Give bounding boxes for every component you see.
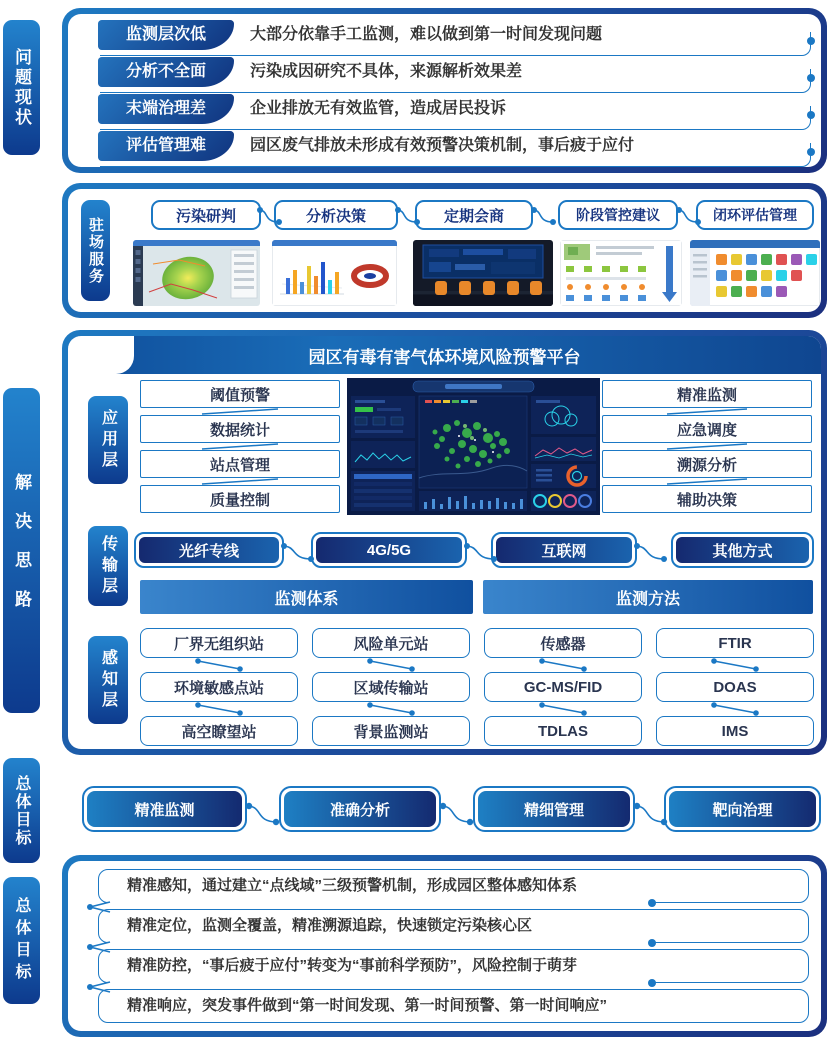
layer-pill-transport: 传输层 <box>88 526 128 606</box>
border-mask <box>109 901 652 905</box>
rail-goals-detail: 总体目标 <box>3 877 40 1004</box>
app-item: 辅助决策 <box>602 485 812 513</box>
layer-pill-perception: 感知层 <box>88 636 128 724</box>
goal-pill <box>473 786 635 832</box>
service-pill: 闭环评估管理 <box>696 200 814 230</box>
problem-label: 评估管理难 <box>98 131 234 161</box>
transport-pill <box>134 532 284 568</box>
perception-item: IMS <box>656 716 814 746</box>
app-item: 数据统计 <box>140 415 340 443</box>
perception-item: GC-MS/FID <box>484 672 642 702</box>
rail-goals-pills: 总体目标 <box>3 758 40 863</box>
goal-pill <box>279 786 441 832</box>
header-monitoring-system: 监测体系 <box>140 580 473 614</box>
solution-section <box>62 330 827 755</box>
goal-pill-label: 准确分析 <box>284 791 436 827</box>
problem-row <box>98 131 813 167</box>
service-pill: 分析决策 <box>274 200 398 230</box>
problems-section <box>62 8 827 173</box>
problem-label: 末端治理差 <box>98 94 234 124</box>
zigzag-connector <box>140 657 298 673</box>
meeting-room-photo <box>413 240 553 306</box>
zigzag-connector <box>140 408 340 415</box>
perception-item: 风险单元站 <box>312 628 470 658</box>
perception-item: 传感器 <box>484 628 642 658</box>
header-monitoring-method: 监测方法 <box>483 580 813 614</box>
problem-label: 分析不全面 <box>98 57 234 87</box>
platform-title: 园区有毒有害气体环境风险预警平台 <box>308 347 581 367</box>
zigzag-connector <box>656 701 814 717</box>
problem-row <box>98 57 813 93</box>
service-pill: 污染研判 <box>151 200 261 230</box>
connector-dot <box>807 74 815 82</box>
evaluation-dashboard-screenshot <box>690 240 820 306</box>
problem-row <box>98 94 813 130</box>
zigzag-connector <box>140 478 340 485</box>
services-section <box>62 183 827 318</box>
pill-connector <box>463 538 499 566</box>
transport-pill-label: 光纤专线 <box>139 537 279 563</box>
connector-dot <box>648 979 656 987</box>
problem-row <box>98 20 813 56</box>
problem-desc: 园区废气排放未形成有效预警决策机制，事后疲于应付 <box>250 137 635 154</box>
transport-pill-label: 4G/5G <box>316 537 462 563</box>
zigzag-connector <box>484 701 642 717</box>
app-item: 应急调度 <box>602 415 812 443</box>
goal-row <box>98 869 809 903</box>
connector-dot <box>807 148 815 156</box>
app-item: 阈值预警 <box>140 380 340 408</box>
pill-connector <box>395 203 421 229</box>
goal-pill-label: 靶向治理 <box>669 791 816 827</box>
zigzag-connector <box>312 701 470 717</box>
perception-item: TDLAS <box>484 716 642 746</box>
zigzag-connector <box>602 443 812 450</box>
connector-dot <box>807 111 815 119</box>
goal-text: 精准防控，“事后疲于应付”转变为“事前科学预防”，风险控制于萌芽 <box>127 957 578 974</box>
goal-row <box>98 989 809 1023</box>
problem-desc: 企业排放无有效监管，造成居民投诉 <box>250 100 507 117</box>
pill-connector <box>439 796 475 830</box>
problem-desc: 污染成因研究不具体，来源解析效果差 <box>250 63 523 80</box>
transport-pill-label: 互联网 <box>496 537 632 563</box>
3d-analysis-chart-screenshot <box>272 240 397 306</box>
perception-item: 区域传输站 <box>312 672 470 702</box>
app-item: 溯源分析 <box>602 450 812 478</box>
stage-control-report-screenshot <box>560 240 682 306</box>
goal-row <box>98 909 809 943</box>
goal-pill <box>82 786 247 832</box>
goal-text: 精准定位，监测全覆盖，精准溯源追踪，快速锁定污染核心区 <box>127 917 533 934</box>
perception-item: FTIR <box>656 628 814 658</box>
layer-pill-application: 应用层 <box>88 396 128 484</box>
app-item: 站点管理 <box>140 450 340 478</box>
goal-pill-label: 精细管理 <box>478 791 630 827</box>
transport-pill <box>671 532 814 568</box>
connector-dot <box>648 939 656 947</box>
zigzag-connector <box>312 657 470 673</box>
left-connector <box>82 980 112 994</box>
goal-pill <box>664 786 821 832</box>
border-mask <box>109 981 652 985</box>
left-connector <box>82 940 112 954</box>
zigzag-connector <box>484 657 642 673</box>
transport-pill <box>311 532 467 568</box>
rail-solution: 解决思路 <box>3 388 40 713</box>
titlebar-notch <box>68 336 134 374</box>
perception-item: 环境敏感点站 <box>140 672 298 702</box>
pill-connector <box>633 796 669 830</box>
goal-text: 精准感知，通过建立“点线域”三级预警机制，形成园区整体感知体系 <box>127 877 578 894</box>
service-pill: 定期会商 <box>415 200 533 230</box>
border-mask <box>109 941 652 945</box>
pill-connector <box>280 538 316 566</box>
pill-connector <box>257 203 283 229</box>
pill-connector <box>245 796 281 830</box>
connector-dot <box>807 37 815 45</box>
transport-pill <box>491 532 637 568</box>
pill-connector <box>633 538 669 566</box>
zigzag-connector <box>656 657 814 673</box>
app-item: 质量控制 <box>140 485 340 513</box>
zigzag-connector <box>602 408 812 415</box>
perception-item: 厂界无组织站 <box>140 628 298 658</box>
gis-pollution-map-screenshot <box>133 240 260 306</box>
service-pill: 阶段管控建议 <box>558 200 678 230</box>
goal-pill-label: 精准监测 <box>87 791 242 827</box>
problem-desc: 大部分依靠手工监测，难以做到第一时间发现问题 <box>250 26 603 43</box>
zigzag-connector <box>140 701 298 717</box>
goal-row <box>98 949 809 983</box>
pill-connector <box>676 203 702 229</box>
rail-problems: 问题现状 <box>3 20 40 155</box>
perception-item: 高空瞭望站 <box>140 716 298 746</box>
app-item: 精准监测 <box>602 380 812 408</box>
pill-connector <box>531 203 557 229</box>
platform-dashboard-screenshot <box>347 378 600 515</box>
perception-item: 背景监测站 <box>312 716 470 746</box>
goals-detail-section <box>62 855 827 1037</box>
rail-services: 驻场服务 <box>81 200 110 301</box>
goal-text: 精准响应，突发事件做到“第一时间发现、第一时间预警、第一时间响应” <box>127 997 608 1014</box>
connector-dot <box>648 899 656 907</box>
transport-pill-label: 其他方式 <box>676 537 809 563</box>
platform-title-bar <box>68 336 821 374</box>
problem-label: 监测层次低 <box>98 20 234 50</box>
perception-item: DOAS <box>656 672 814 702</box>
zigzag-connector <box>602 478 812 485</box>
zigzag-connector <box>140 443 340 450</box>
left-connector <box>82 900 112 914</box>
